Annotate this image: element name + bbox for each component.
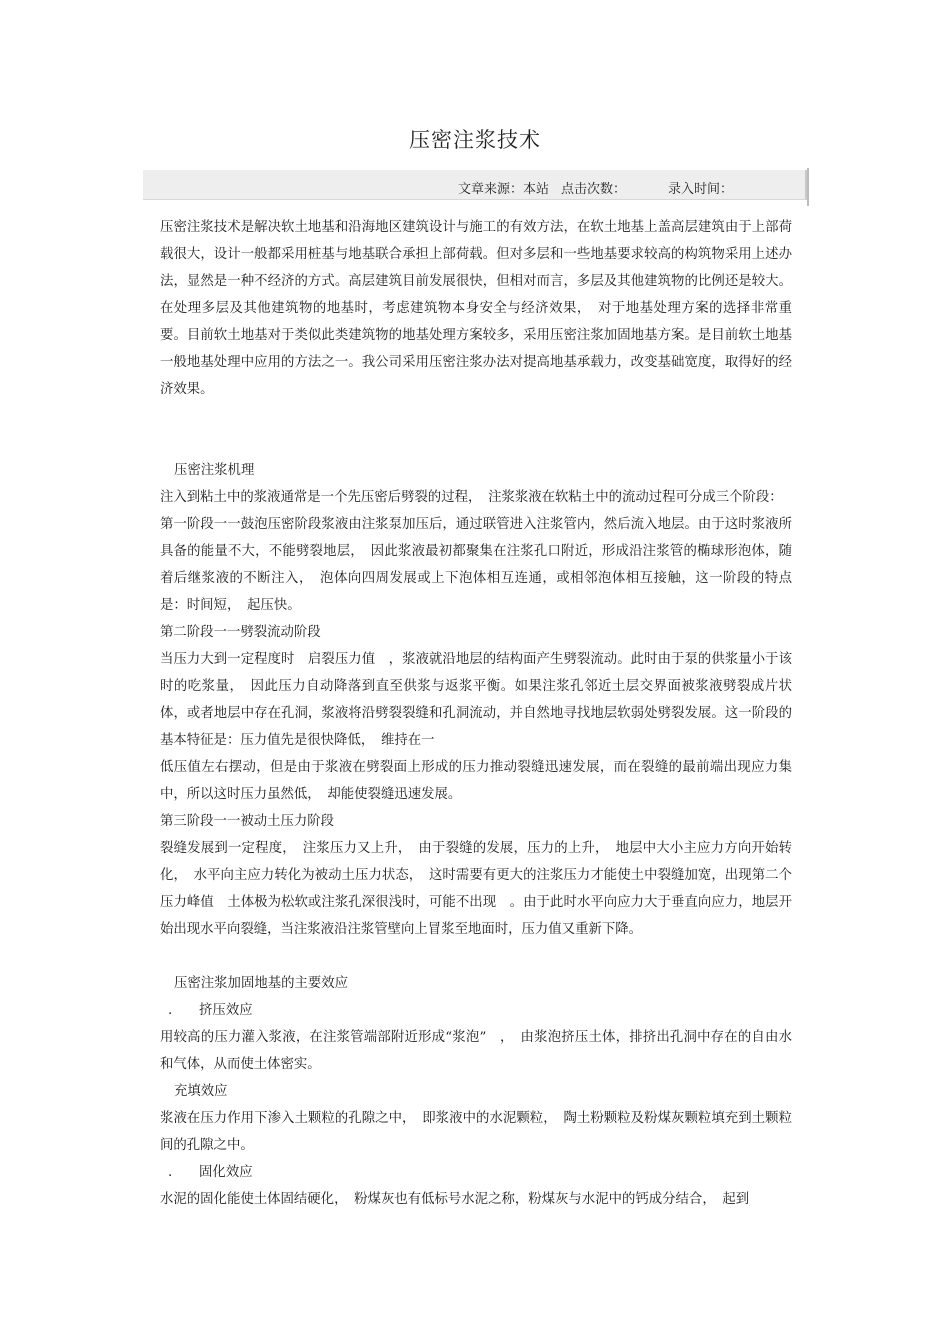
effect-heading-solidification: . 固化效应 <box>168 1165 253 1180</box>
stage-two-continued: 低压值左右摆动，但是由于浆液在劈裂面上形成的压力推动裂缝迅速发展，而在裂缝的最前端出现应力集中，所以这时压力虽然低， 却能使裂缝迅速发展。 <box>160 760 792 802</box>
stage-one-paragraph: 第一阶段一一鼓泡压密阶段浆液由注浆泵加压后，通过联管进入注浆管内，然后流入地层。由于这时浆液所具备的能量不大，不能劈裂地层， 因此浆液最初都聚集在注浆孔口附近，形成沿注浆管的椭球形泡体，随着后继浆液的不断注入， 泡体向四周发展或上下泡体相互连通，或相邻泡体相互接触，这一阶段的特点是：时间短， 起压快。 <box>160 517 792 613</box>
effect-heading-compaction: . 挤压效应 <box>168 1003 253 1018</box>
article-click-count: 点击次数： <box>560 182 626 197</box>
effect-heading-filling: 充填效应 <box>174 1084 228 1099</box>
effect-compaction-text: 用较高的压力灌入浆液，在注浆管端部附近形成“浆泡” ， 由浆泡挤压土体，排挤出孔洞中存在的自由水和气体，从而使土体密实。 <box>160 1030 792 1072</box>
stage-three-heading: 第三阶段一一被动土压力阶段 <box>160 814 335 829</box>
article-source: 文章来源：本站 <box>457 182 549 197</box>
article-body <box>160 214 792 1213</box>
section-heading-mechanism: 压密注浆机理 <box>174 463 255 478</box>
stage-two-paragraph: 当压力大到一定程度时 启裂压力值 ，浆液就沿地层的结构面产生劈裂流动。此时由于泵的供浆量小于该时的吃浆量， 因此压力自动降落到直至供浆与返浆平衡。如果注浆孔邻近土层交界面被浆液劈裂成片状体，或者地层中存在孔洞，浆液将沿劈裂裂缝和孔洞流动，并自然地寻找地层软弱处劈裂发展。这一阶段的基本特征是：压力值先是很快降低， 维持在一 <box>160 652 792 748</box>
article-entry-time: 录入时间： <box>667 182 733 197</box>
mechanism-intro: 注入到粘土中的浆液通常是一个先压密后劈裂的过程， 注浆浆液在软粘土中的流动过程可分成三个阶段： <box>160 490 783 505</box>
section-spacer <box>160 403 792 430</box>
section-heading-effects: 压密注浆加固地基的主要效应 <box>174 976 349 991</box>
effect-solidification-text: 水泥的固化能使土体固结硬化， 粉煤灰也有低标号水泥之称，粉煤灰与水泥中的钙成分结合， 起到 <box>160 1192 750 1207</box>
meta-bar-edge <box>807 168 809 206</box>
section-spacer <box>160 430 792 457</box>
stage-three-paragraph: 裂缝发展到一定程度， 注浆压力又上升， 由于裂缝的发展，压力的上升， 地层中大小主应力方向开始转化， 水平向主应力转化为被动土压力状态， 这时需要有更大的注浆压力才能使土中裂缝加宽，出现第二个压力峰值 土体极为松软或注浆孔深很浅时，可能不出现 。由于此时水平向应力大于垂直向应力，地层开始出现水平向裂缝，当注浆液沿注浆管壁向上冒浆至地面时，压力值又重新下降。 <box>160 841 792 937</box>
intro-paragraph: 压密注浆技术是解决软土地基和沿海地区建筑设计与施工的有效方法，在软土地基上盖高层建筑由于上部荷载很大，设计一般都采用桩基与地基联合承担上部荷载。但对多层和一些地基要求较高的构筑物采用上述办法，显然是一种不经济的方式。高层建筑目前发展很快，但相对而言，多层及其他建筑物的比例还是较大。在处理多层及其他建筑物的地基时，考虑建筑物本身安全与经济效果， 对于地基处理方案的选择非常重要。目前软土地基对于类似此类建筑物的地基处理方案较多，采用压密注浆加固地基方案。是目前软土地基一般地基处理中应用的方法之一。我公司采用压密注浆办法对提高地基承载力，改变基础宽度，取得好的经济效果。 <box>160 220 792 397</box>
article-meta <box>446 178 733 197</box>
page-title: 压密注浆技术 <box>409 128 541 152</box>
section-spacer <box>160 943 792 970</box>
article-meta-bar <box>143 170 807 200</box>
effect-filling-text: 浆液在压力作用下渗入土颗粒的孔隙之中， 即浆液中的水泥颗粒， 陶土粉颗粒及粉煤灰颗粒填充到土颗粒间的孔隙之中。 <box>160 1111 792 1153</box>
stage-two-heading: 第二阶段一一劈裂流动阶段 <box>160 625 321 640</box>
